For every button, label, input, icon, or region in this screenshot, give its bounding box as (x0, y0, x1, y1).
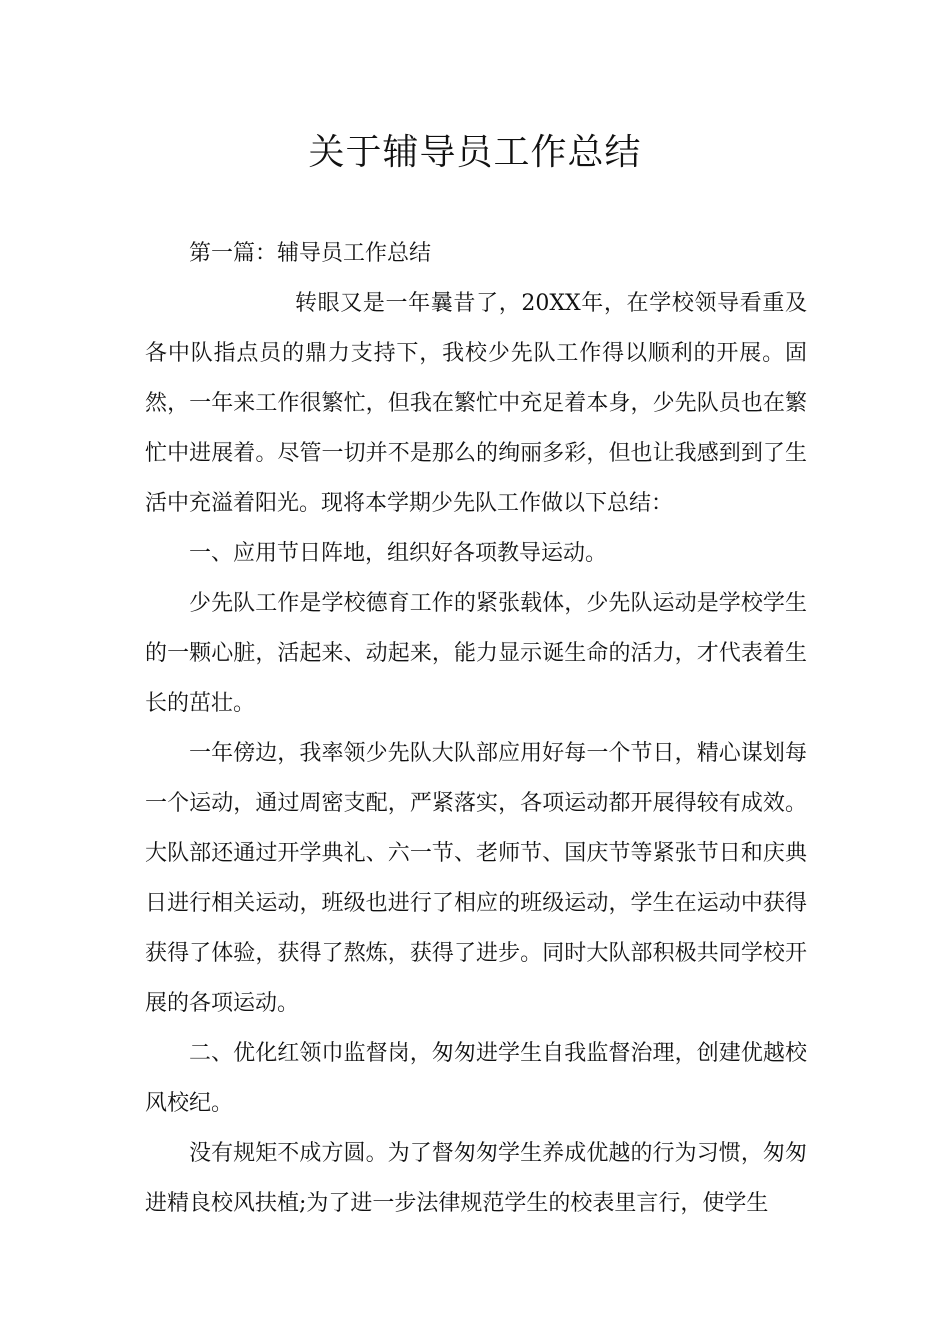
section-heading: 一、应用节日阵地，组织好各项教导运动。 (189, 541, 608, 566)
document-body (145, 229, 807, 1229)
paragraph: 少先队工作是学校德育工作的紧张载体，少先队运动是学校学生的一颗心脏，活起来、动起来，能力显示诞生命的活力，才代表着生长的茁壮。 (145, 591, 807, 716)
paragraph: 没有规矩不成方圆。为了督匆匆学生养成优越的行为习惯，匆匆进精良校风扶植;为了进一步法律规范学生的校表里言行，使学生 (145, 1141, 807, 1216)
document-title: 关于辅导员工作总结 (308, 132, 642, 173)
section-heading: 二、优化红领巾监督岗，匆匆进学生自我监督治理，创建优越校风校纪。 (145, 1041, 807, 1116)
section-heading: 第一篇：辅导员工作总结 (189, 241, 432, 266)
paragraph: 一年傍边，我率领少先队大队部应用好每一个节日，精心谋划每一个运动，通过周密支配，严紧落实，各项运动都开展得较有成效。大队部还通过开学典礼、六一节、老师节、国庆节等紧张节日和庆典日进行相关运动，班级也进行了相应的班级运动，学生在运动中获得获得了体验，获得了熬炼，获得了进步。同时大队部积极共同学校开展的各项运动。 (145, 741, 807, 1016)
paragraph: 转眼又是一年曩昔了，20XX年，在学校领导看重及各中队指点员的鼎力支持下，我校少先队工作得以顺利的开展。固然，一年来工作很繁忙，但我在繁忙中充足着本身，少先队员也在繁忙中进展着。尽管一切并不是那么的绚丽多彩，但也让我感到到了生活中充溢着阳光。现将本学期少先队工作做以下总结： (145, 291, 807, 516)
